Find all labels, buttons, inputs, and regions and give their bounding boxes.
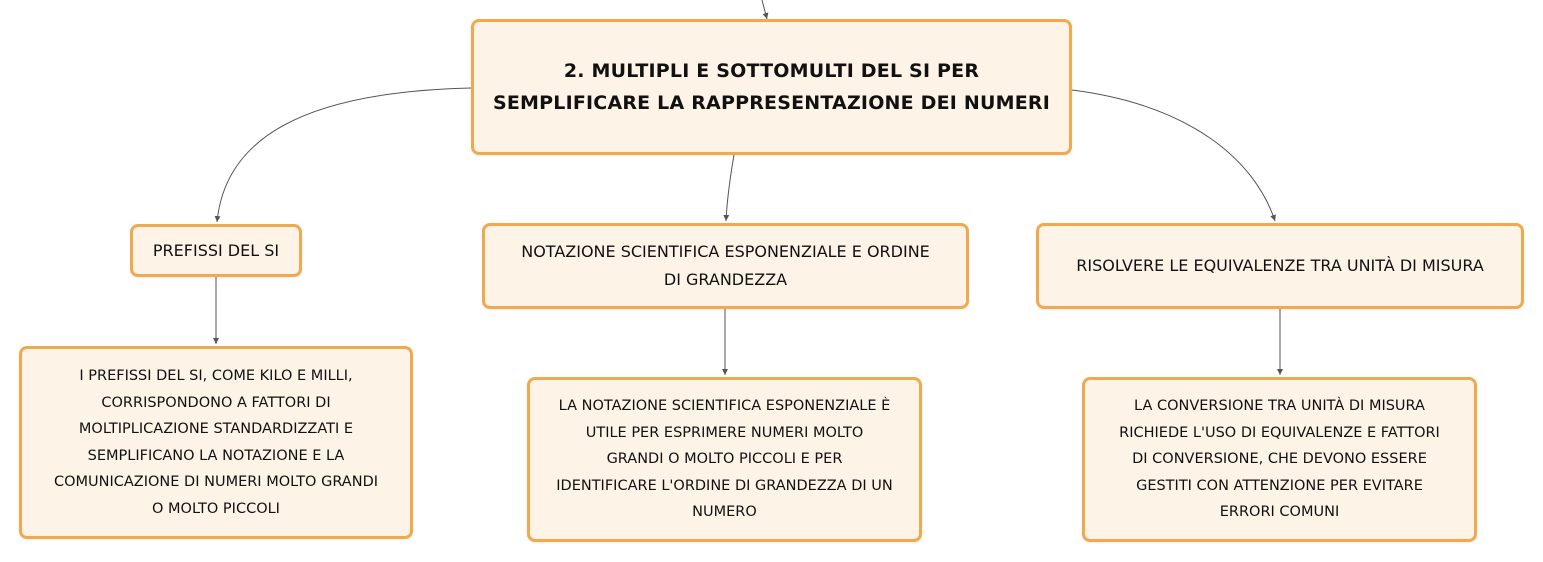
topic-line: RISOLVERE LE EQUIVALENZE TRA UNITÀ DI MISURA: [1076, 256, 1484, 275]
topic-node-notazione[interactable]: [482, 223, 969, 309]
detail-line: NUMERO: [692, 504, 757, 521]
topic-text: [521, 238, 930, 294]
detail-line: RICHIEDE L'USO DI EQUIVALENZE E FATTORI: [1119, 424, 1440, 441]
connector-root-to-notazione: [726, 155, 734, 221]
detail-line: GRANDI O MOLTO PICCOLI E PER: [606, 451, 843, 468]
detail-node-notazione[interactable]: [527, 377, 922, 542]
topic-text: [1076, 252, 1484, 280]
detail-line: ERRORI COMUNI: [1219, 504, 1340, 521]
topic-line: DI GRANDEZZA: [663, 270, 788, 289]
central-topic-line: 2. MULTIPLI E SOTTOMULTI DEL SI PER: [563, 60, 980, 82]
detail-line: MOLTIPLICAZIONE STANDARDIZZATI E: [78, 421, 354, 437]
detail-text: [1119, 393, 1440, 526]
topic-node-equivalenze[interactable]: [1036, 223, 1524, 309]
detail-line: O MOLTO PICCOLI: [152, 500, 280, 517]
detail-line: UTILE PER ESPRIMERE NUMERI MOLTO: [585, 424, 864, 441]
detail-line: LA NOTAZIONE SCIENTIFICA ESPONENZIALE È: [558, 398, 891, 415]
central-topic-text: [493, 55, 1050, 119]
connector-parent-to-root: [762, 0, 767, 19]
central-topic-line: SEMPLIFICARE LA RAPPRESENTAZIONE DEI NUMERI: [492, 92, 1050, 114]
detail-line: LA CONVERSIONE TRA UNITÀ DI MISURA: [1134, 398, 1425, 415]
detail-line: IDENTIFICARE L'ORDINE DI GRANDEZZA DI UN: [556, 477, 893, 494]
detail-line: CORRISPONDONO A FATTORI DI: [101, 394, 331, 411]
detail-text: [54, 363, 378, 522]
detail-node-equivalenze[interactable]: [1082, 377, 1477, 542]
detail-line: I PREFISSI DEL SI, COME KILO E MILLI,: [79, 368, 353, 384]
detail-line: GESTITI CON ATTENZIONE PER EVITARE: [1136, 477, 1423, 494]
topic-line: NOTAZIONE SCIENTIFICA ESPONENZIALE E ORDINE: [521, 242, 930, 261]
topic-line: PREFISSI DEL SI: [152, 240, 280, 260]
topic-node-prefissi[interactable]: [130, 224, 302, 277]
connector-root-to-prefissi: [217, 88, 471, 222]
detail-line: SEMPLIFICANO LA NOTAZIONE E LA: [87, 447, 345, 464]
detail-node-prefissi[interactable]: [19, 346, 413, 539]
central-topic-node[interactable]: [471, 19, 1072, 155]
detail-text: [556, 393, 892, 526]
connector-root-to-equivalenze: [1072, 90, 1275, 221]
detail-line: DI CONVERSIONE, CHE DEVONO ESSERE: [1132, 451, 1427, 468]
topic-text: [153, 237, 279, 265]
detail-line: COMUNICAZIONE DI NUMERI MOLTO GRANDI: [53, 474, 379, 490]
